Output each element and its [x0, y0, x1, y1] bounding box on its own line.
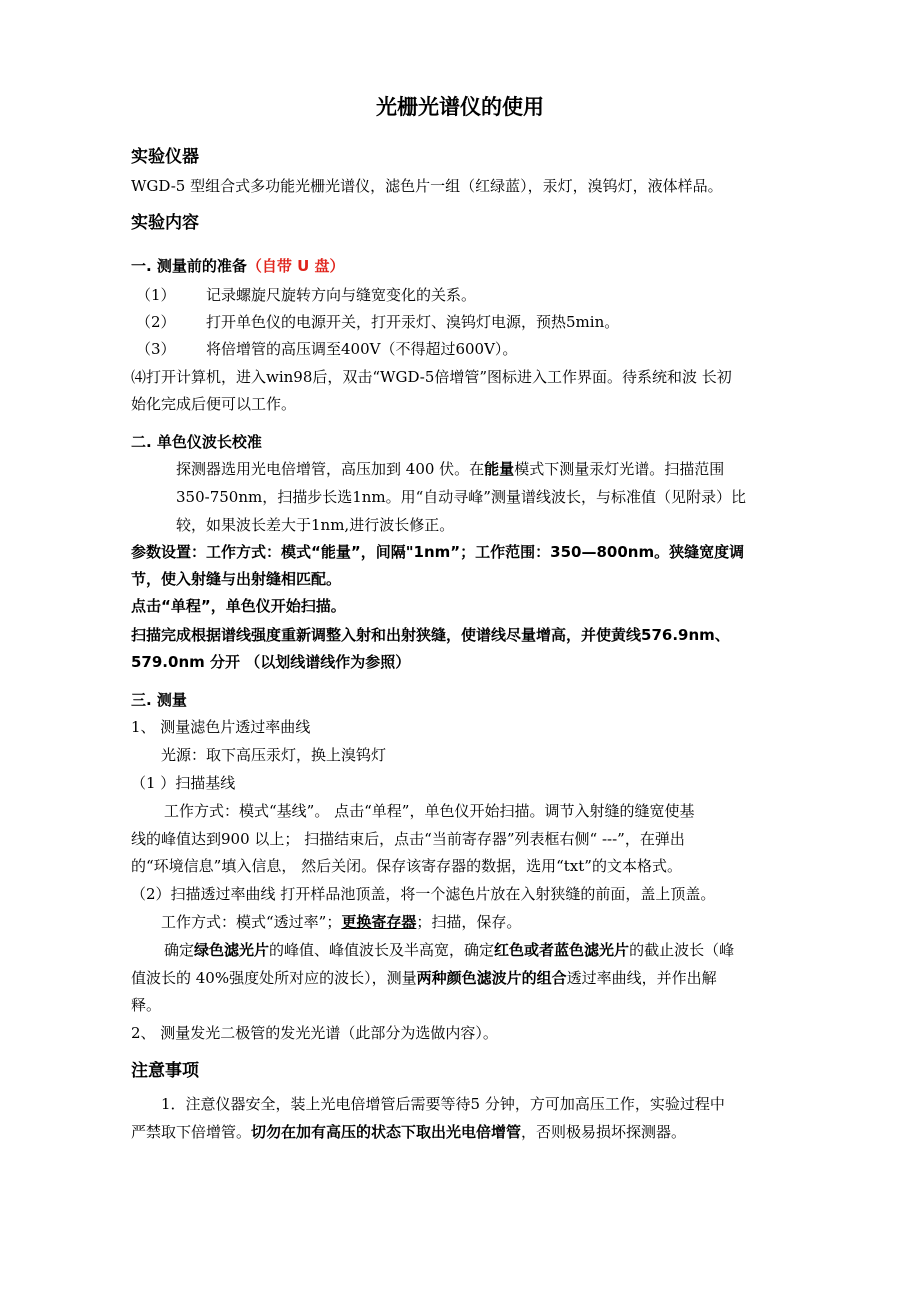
step-4-line1: ⑷打开计算机，进入win98后，双击“WGD-5倍增管”图标进入工作界面。待系统和波 长初: [131, 368, 732, 386]
light-source: 光源：取下高压汞灯，换上溴钨灯: [161, 746, 387, 764]
scan-adjust-line1: 扫描完成根据谱线强度重新调整入射和出射狭缝，使谱线尽量增高，并使黄线576.9nm、: [131, 626, 730, 644]
instruments-heading: 实验仪器: [131, 147, 199, 167]
step-3-text: 将倍增管的高压调至400V（不得超过600V）。: [206, 340, 518, 358]
confirm-line3: 释。: [131, 996, 162, 1014]
confirm-line2-a: 值波长的 40%强度处所对应的波长），测量: [131, 969, 417, 987]
part1-heading-main: 一. 测量前的准备: [131, 257, 247, 275]
step-1-text: 记录螺旋尺旋转方向与缝宽变化的关系。: [206, 286, 477, 304]
step-1-num: （1）: [136, 286, 176, 304]
content-heading: 实验内容: [131, 213, 199, 233]
part1-heading-note: （自带 U 盘）: [246, 257, 345, 275]
red-blue-filter-bold: 红色或者蓝色滤光片: [494, 941, 630, 959]
confirm-c: 的截止波长（峰: [629, 941, 735, 959]
confirm-b: 的峰值、峰值波长及半高宽，确定: [269, 941, 495, 959]
change-register-bold: 更换寄存器: [341, 913, 417, 931]
mode-a: 工作方式：模式“透过率”；: [161, 913, 342, 931]
step-3-num: （3）: [136, 340, 176, 358]
confirm-line2-b: 透过率曲线，并作出解: [566, 969, 717, 987]
step-2-num: （2）: [136, 313, 176, 331]
params-line2: 节，使入射缝与出射缝相匹配。: [131, 570, 342, 588]
part3-item2: 2、 测量发光二极管的发光光谱（此部分为选做内容）。: [131, 1024, 498, 1042]
scan-adjust-line2: 579.0nm 分开 （以划线谱线作为参照）: [131, 653, 411, 671]
notes-line2-a: 严禁取下倍增管。: [131, 1123, 252, 1141]
baseline-line3: 的“环境信息”填入信息， 然后关闭。保存该寄存器的数据，选用“txt”的文本格式。: [131, 857, 682, 875]
part2-p1-line1-a: 探测器选用光电倍增管，高压加到 400 伏。在: [176, 460, 485, 478]
confirm-line1: [164, 940, 734, 960]
params-line1: 参数设置：工作方式：模式“能量”，间隔"1nm”；工作范围：350—800nm。狭缝宽度调: [131, 543, 745, 561]
notes-line2-b: ，否则极易损坏探测器。: [521, 1123, 687, 1141]
part2-p1-line3: 较，如果波长差大于1nm,进行波长修正。: [176, 516, 455, 534]
part3-item1: 1、 测量滤色片透过率曲线: [131, 718, 311, 736]
mode-b: ；扫描，保存。: [416, 913, 522, 931]
confirm-line2: [131, 968, 717, 988]
part2-p1-line2: 350-750nm，扫描步长选1nm。用“自动寻峰”测量谱线波长，与标准值（见附录）比: [176, 488, 746, 506]
click-single-line: 点击“单程”，单色仪开始扫描。: [131, 597, 346, 615]
page-title: 光栅光谱仪的使用: [376, 95, 544, 119]
step-2-text: 打开单色仪的电源开关，打开汞灯、溴钨灯电源，预热5min。: [206, 313, 620, 331]
notes-line2: [131, 1122, 686, 1142]
green-filter-bold: 绿色滤光片: [194, 941, 270, 959]
notes-heading: 注意事项: [131, 1061, 199, 1081]
energy-bold: 能量: [484, 460, 515, 478]
sub2-transmittance: （2）扫描透过率曲线 打开样品池顶盖，将一个滤色片放在入射狭缝的前面，盖上顶盖。: [131, 885, 716, 903]
part2-heading: 二. 单色仪波长校准: [131, 433, 262, 451]
part1-heading: [131, 256, 345, 276]
mode-transmittance: [161, 912, 521, 932]
confirm-a: 确定: [164, 941, 195, 959]
part3-heading: 三. 测量: [131, 691, 187, 709]
instruments-text: WGD-5 型组合式多功能光栅光谱仪，滤色片一组（红绿蓝），汞灯，溴钨灯，液体样品。: [131, 177, 723, 195]
baseline-line2: 线的峰值达到900 以上； 扫描结束后，点击“当前寄存器”列表框右侧“ ---”，在弹出: [131, 830, 685, 848]
baseline-line1: 工作方式：模式“基线”。 点击“单程”，单色仪开始扫描。调节入射缝的缝宽使基: [164, 802, 695, 820]
part2-p1-line1-b: 模式下测量汞灯光谱。扫描范围: [514, 460, 725, 478]
sub1-baseline: （1 ）扫描基线: [131, 774, 236, 792]
step-4-line2: 始化完成后便可以工作。: [131, 395, 297, 413]
part2-p1-line1: [176, 459, 724, 479]
two-color-combo-bold: 两种颜色滤波片的组合: [416, 969, 567, 987]
notes-warning-bold: 切勿在加有高压的状态下取出光电倍增管: [251, 1123, 522, 1141]
notes-line1: 1．注意仪器安全，装上光电倍增管后需要等待5 分钟，方可加高压工作，实验过程中: [161, 1095, 725, 1113]
